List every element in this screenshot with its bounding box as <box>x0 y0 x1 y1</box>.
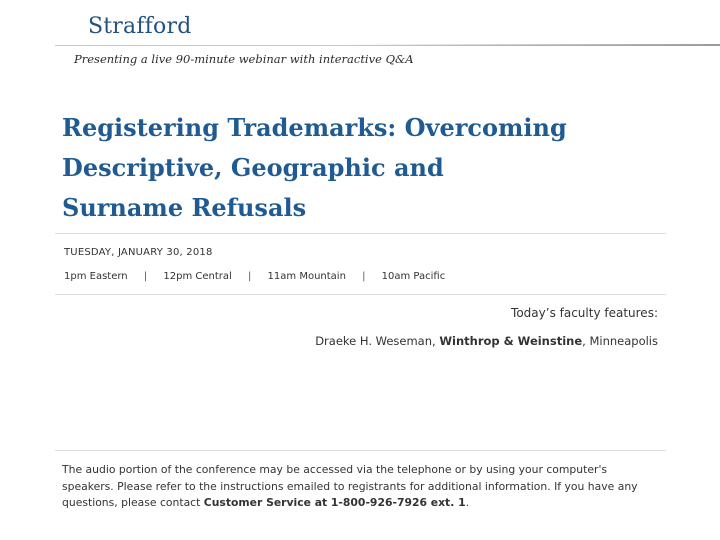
customer-service-contact: Customer Service at 1-800-926-7926 ext. 1 <box>203 496 466 509</box>
strafford-logo: Strafford <box>88 14 192 39</box>
title-line-1: Registering Trademarks: Overcoming <box>62 113 567 142</box>
tagline: Presenting a live 90-minute webinar with interactive Q&A <box>74 52 414 66</box>
time-separator: | <box>247 271 252 282</box>
time-mountain: 11am Mountain <box>267 271 346 282</box>
speaker-line: Draeke H. Weseman, Winthrop & Weinstine, Minneapolis <box>315 334 658 348</box>
event-date: TUESDAY, JANUARY 30, 2018 <box>64 247 213 258</box>
time-eastern: 1pm Eastern <box>64 271 128 282</box>
event-times <box>64 271 445 282</box>
footer-end: . <box>465 496 470 509</box>
footer-text: The audio portion of the conference may be accessed via the telephone or by using your computer's speakers. Please refer to the instructions emailed to registrants for additional information. If you have any questions, please contact <box>62 463 638 509</box>
time-central: 12pm Central <box>163 271 232 282</box>
webinar-title <box>62 108 662 228</box>
title-line-3: Surname Refusals <box>62 193 307 222</box>
title-line-2: Descriptive, Geographic and <box>62 153 444 182</box>
speaker-firm: Winthrop & Weinstine <box>439 334 583 348</box>
time-pacific: 10am Pacific <box>381 271 446 282</box>
faculty-heading: Today’s faculty features: <box>511 306 658 320</box>
divider-above-footer <box>55 450 666 451</box>
time-separator: | <box>362 271 366 282</box>
header-divider-accent <box>340 44 720 46</box>
audio-instructions <box>62 462 662 512</box>
speaker-name: Draeke H. Weseman <box>315 334 433 348</box>
time-separator: | <box>143 271 148 282</box>
divider-below-title <box>55 233 666 234</box>
speaker-city: Minneapolis <box>589 334 658 348</box>
divider-below-times <box>55 294 666 295</box>
